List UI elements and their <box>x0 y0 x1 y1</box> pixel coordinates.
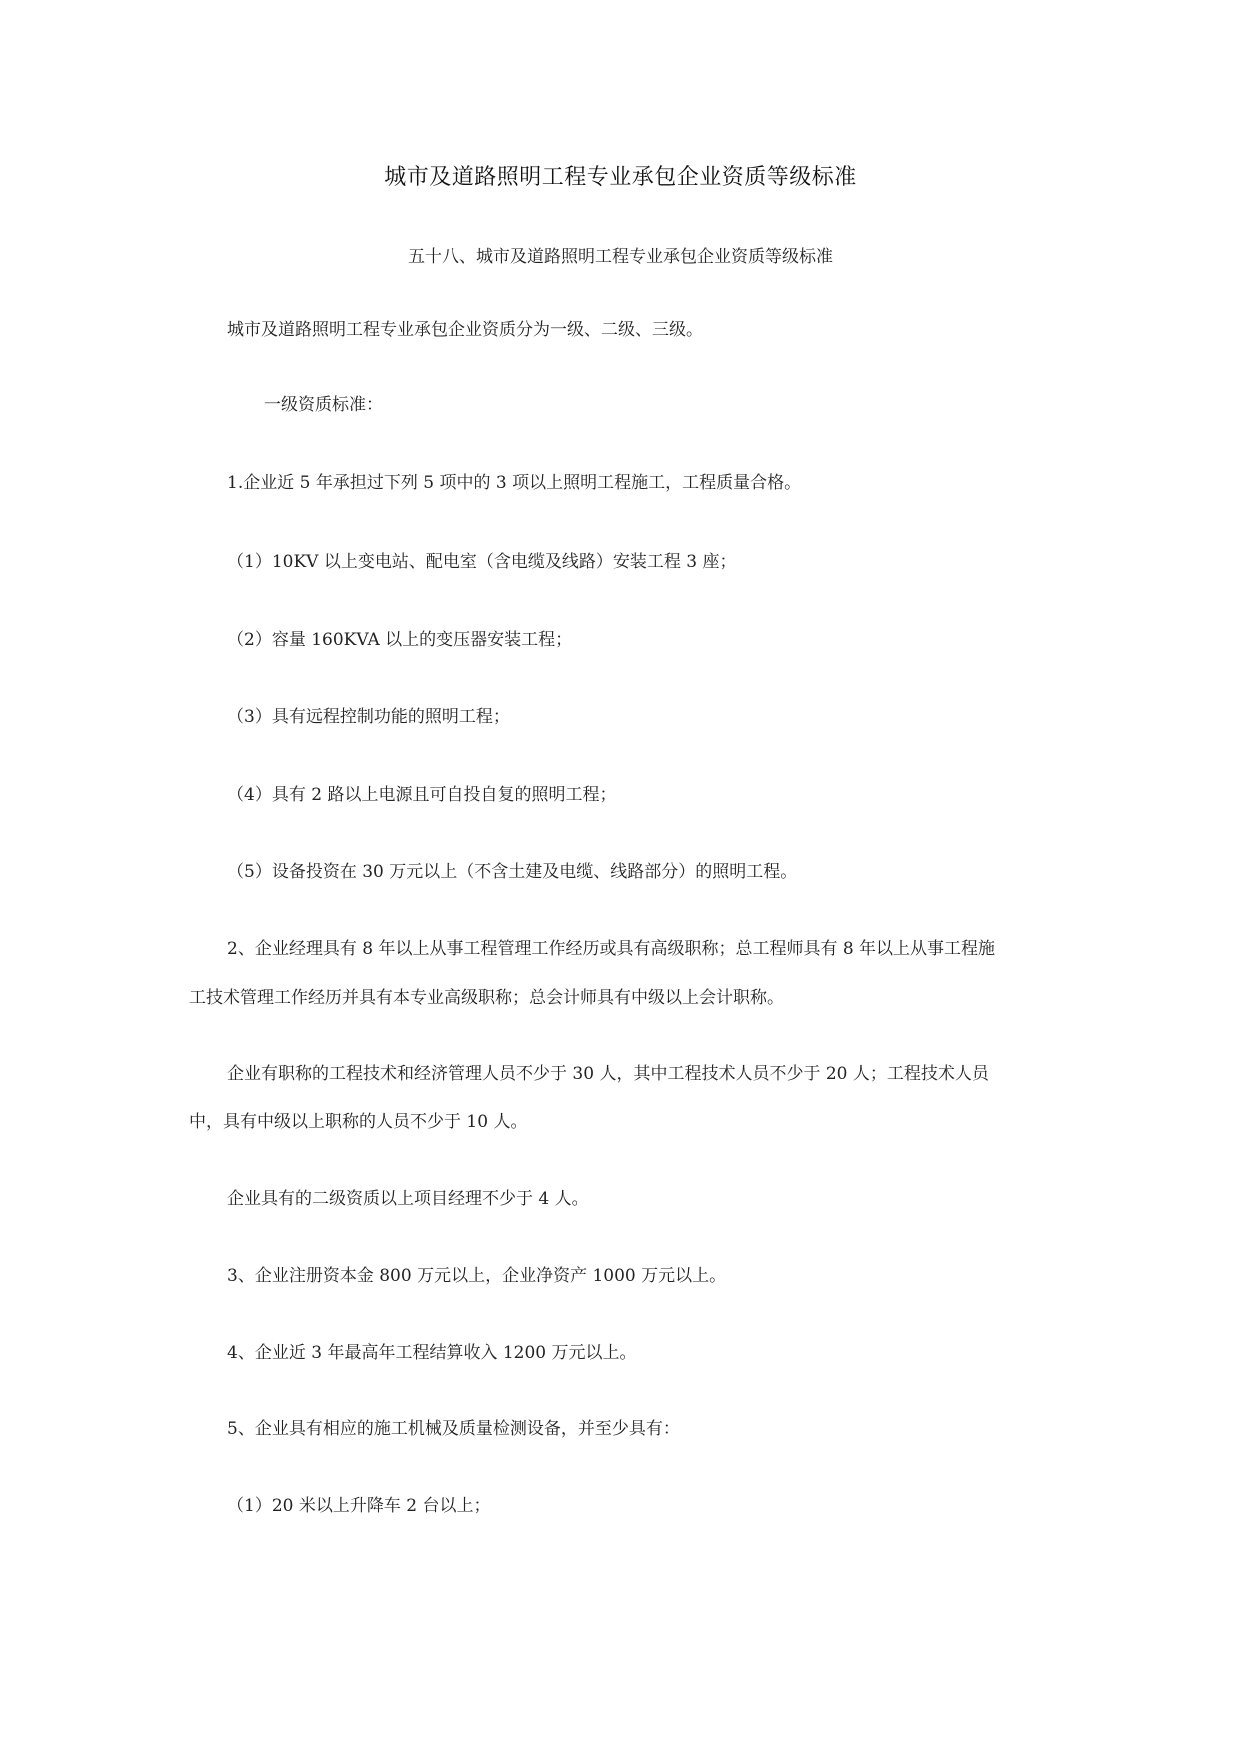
requirement-2-line: 2、企业经理具有 8 年以上从事工程管理工作经历或具有高级职称；总工程师具有 8 年以上从事工程施 <box>227 939 996 959</box>
document-subtitle: 五十八、城市及道路照明工程专业承包企业资质等级标准 <box>408 247 833 267</box>
requirement-5-item: （1）20 米以上升降车 2 台以上； <box>227 1496 491 1516</box>
requirement-3: 3、企业注册资本金 800 万元以上，企业净资产 1000 万元以上。 <box>227 1266 727 1286</box>
requirement-2b-line: 企业有职称的工程技术和经济管理人员不少于 30 人，其中工程技术人员不少于 20 人；工程技术人员 <box>227 1064 989 1084</box>
requirement-1: 1.企业近 5 年承担过下列 5 项中的 3 项以上照明工程施工，工程质量合格。 <box>227 473 802 493</box>
requirement-2b-line: 中，具有中级以上职称的人员不少于 10 人。 <box>189 1112 528 1132</box>
requirement-4: 4、企业近 3 年最高年工程结算收入 1200 万元以上。 <box>227 1343 637 1363</box>
document-title: 城市及道路照明工程专业承包企业资质等级标准 <box>384 165 857 190</box>
intro-paragraph: 城市及道路照明工程专业承包企业资质分为一级、二级、三级。 <box>227 320 703 340</box>
requirement-2-line: 工技术管理工作经历并具有本专业高级职称；总会计师具有中级以上会计职称。 <box>189 988 784 1008</box>
requirement-5: 5、企业具有相应的施工机械及质量检测设备，并至少具有： <box>227 1419 680 1439</box>
requirement-2c: 企业具有的二级资质以上项目经理不少于 4 人。 <box>227 1189 589 1209</box>
requirement-1-item: （3）具有远程控制功能的照明工程； <box>227 707 510 727</box>
requirement-1-item: （4）具有 2 路以上电源且可自投自复的照明工程； <box>227 785 617 805</box>
level1-heading: 一级资质标准： <box>264 395 383 415</box>
requirement-1-item: （5）设备投资在 30 万元以上（不含土建及电缆、线路部分）的照明工程。 <box>227 862 798 882</box>
requirement-1-item: （2）容量 160KVA 以上的变压器安装工程； <box>227 630 573 650</box>
requirement-1-item: （1）10KV 以上变电站、配电室（含电缆及线路）安装工程 3 座； <box>227 552 737 572</box>
